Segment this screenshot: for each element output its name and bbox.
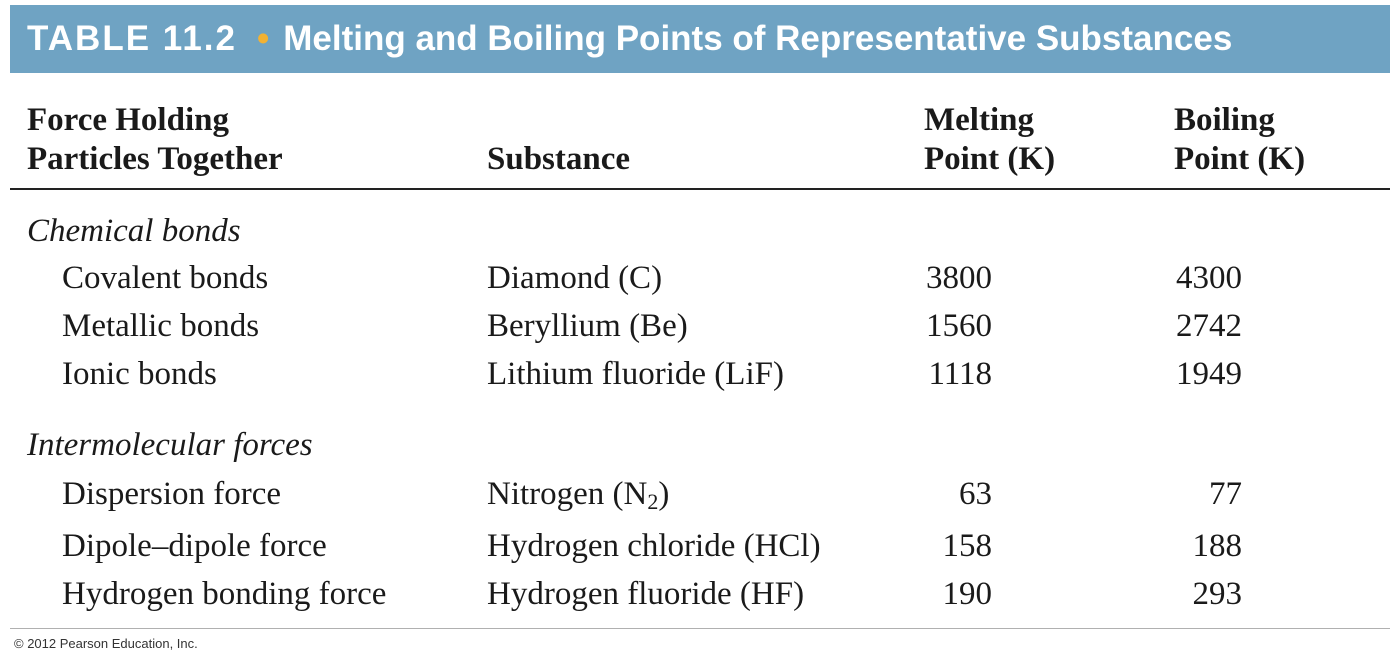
row-substance: Diamond (C): [487, 260, 663, 296]
header-melting-line1: Melting: [924, 102, 1034, 138]
row-force: Dispersion force: [62, 476, 282, 512]
row-substance: Beryllium (Be): [487, 308, 688, 344]
row-boiling-point: 293: [1192, 576, 1242, 612]
row-force: Metallic bonds: [62, 308, 260, 344]
row-boiling-point: 188: [1192, 528, 1242, 564]
row-boiling-point: 1949: [1176, 356, 1242, 392]
header-substance: Substance: [487, 141, 631, 177]
row-boiling-point: 2742: [1176, 308, 1242, 344]
header-boiling-line1: Boiling: [1174, 102, 1275, 138]
row-force: Hydrogen bonding force: [62, 576, 387, 612]
row-substance: [487, 474, 669, 522]
header-boiling-line2: Point (K): [1174, 141, 1306, 177]
header-melting-line2: Point (K): [924, 141, 1056, 177]
category-chemical-bonds: Chemical bonds: [27, 213, 241, 249]
copyright-notice: © 2012 Pearson Education, Inc.: [14, 636, 198, 651]
title-bullet: •: [256, 19, 270, 58]
row-melting-point: 1118: [928, 356, 992, 392]
row-force: Covalent bonds: [62, 260, 269, 296]
row-melting-point: 190: [942, 576, 992, 612]
substance-text: Nitrogen (N: [487, 476, 648, 512]
row-melting-point: 1560: [926, 308, 992, 344]
subscript: 2: [647, 489, 659, 514]
substance-text: ): [658, 476, 670, 512]
table-title-bar: [10, 5, 1390, 73]
row-substance: Hydrogen fluoride (HF): [487, 576, 805, 612]
header-force-line2: Particles Together: [27, 141, 283, 177]
row-melting-point: 63: [959, 476, 992, 512]
table-number: TABLE 11.2: [27, 19, 237, 58]
table-title: Melting and Boiling Points of Representative Substances: [283, 19, 1233, 58]
row-substance: Hydrogen chloride (HCl): [487, 528, 821, 564]
header-rule: [10, 188, 1390, 190]
row-substance: Lithium fluoride (LiF): [487, 356, 784, 392]
category-intermolecular-forces: Intermolecular forces: [27, 427, 313, 463]
row-boiling-point: 77: [1209, 476, 1242, 512]
header-force-line1: Force Holding: [27, 102, 229, 138]
row-force: Dipole–dipole force: [62, 528, 327, 564]
row-boiling-point: 4300: [1176, 260, 1242, 296]
row-melting-point: 158: [942, 528, 992, 564]
row-force: Ionic bonds: [62, 356, 217, 392]
row-melting-point: 3800: [926, 260, 992, 296]
footer-rule: [10, 628, 1390, 629]
